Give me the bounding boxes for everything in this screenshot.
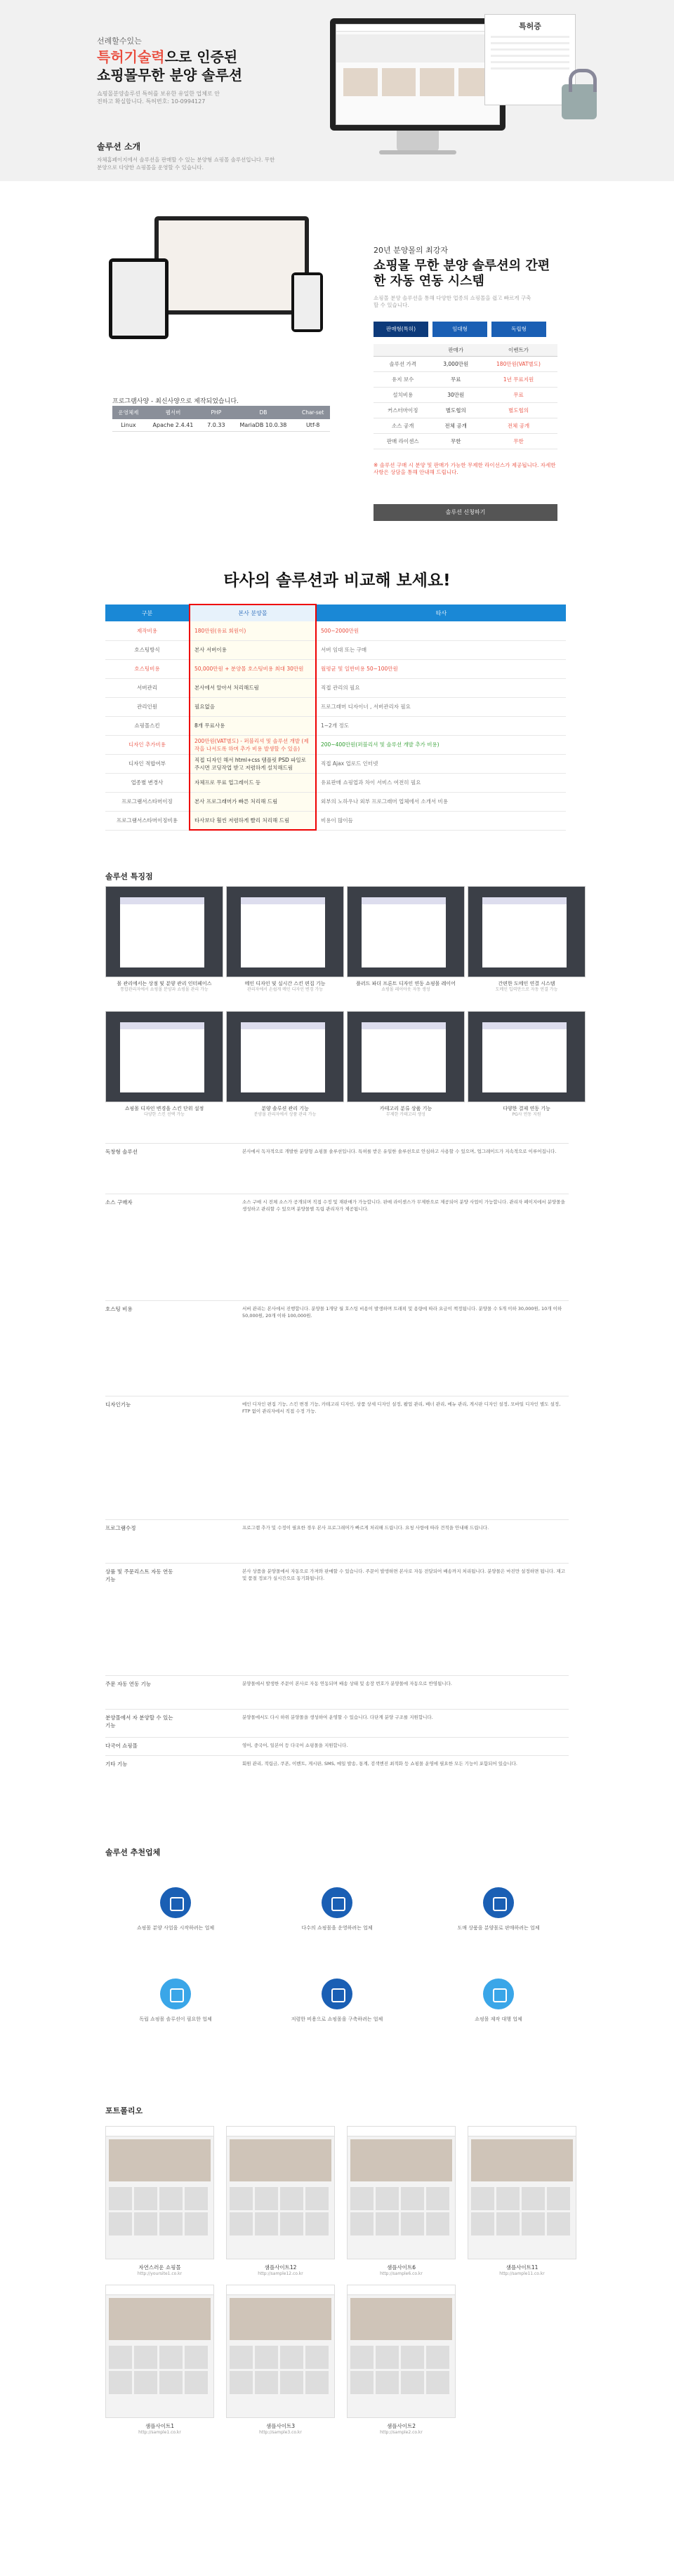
recommend-icon [160, 1979, 191, 2009]
portfolio-screenshot[interactable] [226, 2126, 335, 2259]
compare-ours: 200만원(VAT별도) - 퍼블리셔 및 솔루션 개발 (제작을 나서도록 하며 추가 비용 발생할 수 있음) [190, 735, 316, 754]
feature-key: 프로그램수정 [105, 1525, 136, 1531]
compare-row [105, 678, 566, 697]
feature-key: 호스팅 비용 [105, 1306, 133, 1312]
compare-others: 200~400만원(퍼블리셔 및 솔루션 개발 추가 비용) [316, 735, 566, 754]
feature-value: 본사 상품을 분양몰에서 자동으로 가져와 판매할 수 있습니다. 주문이 발생하면 본사로 자동 전달되어 배송까지 처리됩니다. 분양몰은 마진만 설정하면 됩니다. 재고 및 품절 정보가 실시간으로 동기화됩니다. [242, 1568, 565, 1581]
compare-others: 유료판매 쇼핑업과 차이 서비스 여전히 필요 [316, 773, 566, 792]
recommend-item [428, 1887, 569, 1931]
hero-title [97, 48, 279, 84]
price-header: 이벤트가 [480, 344, 557, 357]
compare-ours: 본사 서버이용 [190, 640, 316, 659]
compare-others: 1~2개 정도 [316, 716, 566, 735]
compare-others: 비용이 많이듬 [316, 811, 566, 830]
price-row [374, 357, 557, 372]
feature-row [105, 1519, 569, 1563]
server-spec-heading: 프로그램사양 - 최신사양으로 제작되었습니다. [112, 398, 239, 405]
feature-row [105, 1737, 569, 1755]
feature-key: 상품 및 주문리스트 자동 연동 기능 [105, 1568, 173, 1583]
price-event: 무한 [480, 434, 557, 449]
feature-row [105, 1300, 569, 1396]
intro-heading: 솔루션 소개 [97, 142, 141, 152]
recommend-text: 쇼핑몰 분양 사업을 시작하려는 업체 [136, 1925, 215, 1931]
price-row [374, 418, 557, 434]
feature-subcaption: PG사 연동 지원 [512, 1112, 541, 1117]
portfolio-url[interactable]: http://sample11.co.kr [499, 2271, 545, 2276]
hero-section [0, 0, 674, 181]
compare-row [105, 621, 566, 640]
recommend-item [267, 1979, 407, 2023]
recommend-text: 쇼핑몰 제작 대행 업체 [475, 2016, 522, 2022]
feature-screenshot [347, 886, 465, 977]
price-value: 별도협의 [432, 403, 480, 418]
feature-value: 회원 관리, 적립금, 쿠폰, 이벤트, 게시판, SMS, 메일 발송, 통계, 검색엔진 최적화 등 쇼핑몰 운영에 필요한 모든 기능이 포함되어 있습니다. [242, 1761, 517, 1766]
tablet-illustration [109, 258, 168, 339]
compare-ours: 50,000만원 + 분양몰 호스팅비용 최대 30만원 [190, 659, 316, 678]
feature-caption: 메인 디자인 및 실시간 스킨 편집 기능 [244, 981, 326, 986]
feature-value: 영어, 중국어, 일본어 등 다국어 쇼핑몰을 지원합니다. [242, 1743, 348, 1748]
feature-key: 디자인기능 [105, 1401, 131, 1408]
intro-text: 자체홈페이지에서 솔루션을 판매할 수 있는 분양형 쇼핑몰 솔루션입니다. 무한 분양으로 다양한 쇼핑몰을 운영할 수 있습니다. [97, 157, 275, 171]
portfolio-url[interactable]: http://sample6.co.kr [380, 2271, 423, 2276]
recommend-text: 도매 상품을 분양몰로 판매하려는 업체 [457, 1925, 540, 1931]
portfolio-screenshot[interactable] [347, 2126, 456, 2259]
feature-subcaption: 도메인 입력만으로 자동 연결 가능 [495, 987, 558, 992]
spec-header: PHP [201, 406, 230, 419]
feature-subcaption: 통합관리자에서 쇼핑몰 분양과 쇼핑몰 관리 가능 [120, 987, 209, 992]
price-label: 솔루션 가격 [374, 357, 432, 372]
compare-row [105, 735, 566, 754]
compare-row [105, 773, 566, 792]
feature-row [105, 1396, 569, 1519]
feature-caption: 쇼핑몰 디자인 변경을 스킨 단위 설정 [124, 1106, 204, 1111]
compare-key: 쇼핑몰스킨 [105, 716, 190, 735]
recommend-item [267, 1887, 407, 1931]
feature-thumb [347, 1011, 465, 1118]
feature-key: 독창형 솔루션 [105, 1149, 138, 1155]
monitor-base [379, 150, 456, 154]
price-event: 전체 공개 [480, 418, 557, 434]
compare-others: 서버 임대 또는 구매 [316, 640, 566, 659]
compare-key: 디자인 추가비용 [105, 735, 190, 754]
price-label: 유지 보수 [374, 372, 432, 388]
compare-key: 호스팅비용 [105, 659, 190, 678]
feature-value: 분양몰에서도 다시 하위 분양몰을 생성하여 운영할 수 있습니다. 다단계 분양 구조를 지원합니다. [242, 1715, 433, 1720]
price-event: 1년 무료지원 [480, 372, 557, 388]
feature-thumb [468, 1011, 586, 1118]
feature-value: 본사에서 독자적으로 개발한 분양형 쇼핑몰 솔루션입니다. 특허를 받은 유일한 솔루션으로 안심하고 사용할 수 있으며, 업그레이드가 지속적으로 이루어집니다. [242, 1149, 557, 1154]
recommend-text: 저렴한 비용으로 쇼핑몰을 구축하려는 업체 [291, 2016, 383, 2022]
price-header [374, 344, 432, 357]
compare-row [105, 659, 566, 678]
feature-row [105, 1194, 569, 1300]
feature-screenshot [226, 886, 344, 977]
features-heading: 솔루션 특징점 [105, 872, 153, 881]
feature-caption: 플러드 파더 프론트 디자인 연동 쇼핑몰 레이어 [356, 981, 456, 986]
feature-subcaption: 분양몰 관리자에서 상품 관리 가능 [253, 1112, 317, 1117]
portfolio-item[interactable] [105, 2285, 214, 2435]
solution-desc: 쇼핑몰 분양 솔루션을 통해 다양한 업종의 쇼핑몰을 쉽고 빠르게 구축할 수 있습니다. [374, 295, 531, 308]
feature-thumb [105, 886, 223, 993]
price-header: 판매가 [432, 344, 480, 357]
portfolio-name: 샘플사이트11 [505, 2264, 538, 2271]
plan-tabs [374, 322, 546, 337]
compare-ours: 직접 디자인 해서 html+css 템플릿 PSD 파일로 주시면 코딩작업 받고 저렴하게 설치해드림 [190, 754, 316, 773]
recommend-item [428, 1979, 569, 2023]
compare-others: 외부의 노하우나 외부 프로그래머 업체에서 소개서 비용 [316, 792, 566, 811]
hero-title-line1: 으로 인증된 [164, 48, 238, 65]
desktop-illustration [154, 216, 309, 315]
hero-title-accent: 특허기술력 [97, 48, 165, 65]
portfolio-url[interactable]: http://sample3.co.kr [259, 2430, 302, 2435]
compare-row [105, 640, 566, 659]
price-label: 커스터마이징 [374, 403, 432, 418]
compare-header: 구분 [105, 605, 190, 621]
hero-note: 쇼핑몰분양솔루션 특허를 보유한 유일한 업체로 안전하고 확실합니다. 특허번호: 10-0994127 [97, 91, 220, 105]
feature-subcaption: 무제한 카테고리 생성 [386, 1112, 425, 1117]
feature-key: 소스 구매자 [105, 1199, 133, 1206]
recommend-heading: 솔루션 추천업체 [105, 1848, 161, 1857]
feature-subcaption: 관리자에서 손쉽게 메인 디자인 변경 가능 [246, 987, 324, 992]
portfolio-url[interactable]: http://sample12.co.kr [258, 2271, 303, 2276]
price-row [374, 372, 557, 388]
price-value: 무한 [432, 434, 480, 449]
price-row [374, 403, 557, 418]
portfolio-item[interactable] [347, 2126, 456, 2276]
feature-row [105, 1563, 569, 1675]
compare-ours: 타사보다 훨씬 저렴하게 빨리 처리해 드림 [190, 811, 316, 830]
compare-key: 호스팅방식 [105, 640, 190, 659]
spec-cell: 7.0.33 [201, 419, 230, 432]
recommend-icon [483, 1887, 514, 1918]
compare-others: 프로그래머 디자이너 , 서버관리자 필요 [316, 697, 566, 716]
compare-key: 서버관리 [105, 678, 190, 697]
portfolio-item[interactable] [468, 2126, 576, 2276]
compare-others: 직접 관리의 필요 [316, 678, 566, 697]
feature-thumb [105, 1011, 223, 1118]
features-section [0, 862, 674, 1838]
spec-header: DB [231, 406, 296, 419]
compare-ours: 필요없음 [190, 697, 316, 716]
price-label: 소스 공개 [374, 418, 432, 434]
portfolio-name: 자연스러운 쇼핑몰 [138, 2264, 181, 2271]
compare-title: 타사의 솔루션과 비교해 보세요! [223, 572, 451, 590]
price-value: 전체 공개 [432, 418, 480, 434]
portfolio-name: 샘플사이트12 [264, 2264, 297, 2271]
spec-cell: Linux [112, 419, 145, 432]
portfolio-item[interactable] [347, 2285, 456, 2435]
feature-key: 기타 기능 [105, 1761, 128, 1767]
price-value: 3,000만원 [432, 357, 480, 372]
portfolio-url[interactable]: http://sample1.co.kr [138, 2430, 181, 2435]
compare-key: 제작비용 [105, 621, 190, 640]
portfolio-item[interactable] [226, 2285, 335, 2435]
portfolio-screenshot[interactable] [105, 2126, 214, 2259]
portfolio-section [0, 2105, 674, 2576]
solution-subtitle: 20년 분양몰의 최강자 [374, 246, 448, 255]
portfolio-item[interactable] [105, 2126, 214, 2276]
monitor-illustration [330, 18, 505, 131]
feature-value: 소스 구매 시 전체 소스가 공개되며 직접 수정 및 재판매가 가능합니다. 판매 라이센스가 무제한으로 제공되어 분양 사업이 가능합니다. 관리자 페이지에서 분양몰을 생성하고 관리할 수 있으며 분양몰별 독립 관리자가 제공됩니다. [242, 1199, 565, 1212]
feature-row [105, 1755, 569, 1796]
price-label: 설치비용 [374, 388, 432, 403]
spec-cell: Apache 2.4.41 [145, 419, 201, 432]
spec-header: Char-set [296, 406, 330, 419]
tab-plan-rent[interactable]: 임대형 [432, 322, 487, 337]
price-note: ※ 솔루션 구매 시 분양 및 판매가 가능한 무제한 라이선스가 제공됩니다. 자세한 사항은 상담을 통해 안내해 드립니다. [374, 462, 556, 475]
portfolio-screenshot[interactable] [347, 2285, 456, 2418]
compare-row [105, 754, 566, 773]
hero-title-line2: 쇼핑몰무한 분양 솔루션 [97, 67, 243, 84]
feature-caption: 분양 솔루션 관리 기능 [261, 1106, 309, 1111]
price-table [374, 344, 557, 449]
portfolio-item[interactable] [226, 2126, 335, 2276]
feature-screenshot [468, 886, 586, 977]
feature-value: 분양몰에서 발생한 주문이 본사로 자동 연동되며 배송 상태 및 송장 번호가 분양몰에 자동으로 반영됩니다. [242, 1681, 452, 1686]
recommend-item [105, 1887, 246, 1931]
compare-ours: 180만원(유료 회원이) [190, 621, 316, 640]
compare-header: 타사 [316, 605, 566, 621]
feature-thumb [468, 886, 586, 993]
compare-row [105, 697, 566, 716]
portfolio-name: 샘플사이트6 [387, 2264, 416, 2271]
price-row [374, 388, 557, 403]
compare-key: 업종별 변경사 [105, 773, 190, 792]
feature-screenshot [468, 1011, 586, 1102]
spec-header: 웹서버 [145, 406, 201, 419]
feature-row [105, 1709, 569, 1737]
phone-illustration [291, 272, 323, 332]
recommend-icon [483, 1979, 514, 2009]
recommend-text: 독립 쇼핑몰 솔루션이 필요한 업체 [139, 2016, 212, 2022]
portfolio-screenshot[interactable] [105, 2285, 214, 2418]
feature-value: 서버 관리는 본사에서 진행합니다. 분양몰 1개당 월 호스팅 비용이 발생하며 트래픽 및 용량에 따라 요금이 책정됩니다. 분양몰 수 5개 이하 30,000원, 10개 이하 50,000원, 20개 이하 100,000원. [242, 1306, 562, 1319]
feature-thumb [226, 886, 344, 993]
lock-icon [562, 84, 597, 119]
feature-caption: 간편한 도메인 연결 시스템 [498, 981, 555, 986]
apply-solution-button[interactable]: 솔루션 신청하기 [374, 504, 557, 521]
tab-plan-sale[interactable]: 판매형(특허) [374, 322, 428, 337]
portfolio-name: 샘플사이트1 [145, 2423, 174, 2429]
price-event: 무료 [480, 388, 557, 403]
price-label: 판매 라이센스 [374, 434, 432, 449]
feature-row [105, 1675, 569, 1709]
portfolio-url[interactable]: http://yoursite1.co.kr [137, 2271, 183, 2276]
portfolio-screenshot[interactable] [468, 2126, 576, 2259]
compare-others: 500~2000만원 [316, 621, 566, 640]
price-event: 별도협의 [480, 403, 557, 418]
feature-subcaption: 다양한 스킨 선택 가능 [144, 1112, 185, 1117]
feature-key: 다국어 쇼핑몰 [105, 1743, 138, 1749]
compare-section [0, 546, 674, 862]
feature-value: 메인 디자인 편집 기능, 스킨 변경 기능, 카테고리 디자인, 상품 상세 디자인 설정, 팝업 관리, 배너 관리, 메뉴 관리, 게시판 디자인 설정, 모바일 디자인 별도 설정, FTP 없이 관리자에서 직접 수정 가능. [242, 1401, 561, 1414]
feature-thumb [226, 1011, 344, 1118]
feature-caption: 다양한 결제 연동 기능 [503, 1106, 550, 1111]
spec-cell: MariaDB 10.0.38 [231, 419, 296, 432]
feature-screenshot [347, 1011, 465, 1102]
compare-row [105, 716, 566, 735]
compare-others: 월평균 및 일반비용 50~100만원 [316, 659, 566, 678]
portfolio-url[interactable]: http://sample2.co.kr [380, 2430, 423, 2435]
compare-key: 디자인 적합여부 [105, 754, 190, 773]
price-event: 180만원(VAT별도) [480, 357, 557, 372]
recommend-icon [322, 1887, 352, 1918]
patent-title: 특허증 [519, 22, 541, 31]
compare-key: 관리인원 [105, 697, 190, 716]
recommend-text: 다수의 쇼핑몰을 운영하려는 업체 [301, 1925, 373, 1931]
portfolio-heading: 포트폴리오 [105, 2106, 143, 2115]
solution-section [0, 181, 674, 546]
price-row [374, 434, 557, 449]
feature-screenshot [105, 1011, 223, 1102]
feature-screenshot [105, 886, 223, 977]
compare-key: 프로그램서스타머이징비용 [105, 811, 190, 830]
price-value: 무료 [432, 372, 480, 388]
compare-others: 직접 Ajax 업로드 인터넷 [316, 754, 566, 773]
feature-subcaption: 쇼핑몰 레이아웃 자동 생성 [381, 987, 430, 992]
feature-key: 분양몰에서 자 분양할 수 있는 기능 [105, 1715, 173, 1729]
monitor-stand [397, 131, 439, 152]
recommend-icon [322, 1979, 352, 2009]
compare-header: 본사 분양몰 [190, 605, 316, 621]
compare-row [105, 792, 566, 811]
hero-subtitle: 선례할수있는 [97, 37, 142, 46]
solution-title: 쇼핑몰 무한 분양 솔루션의 간편한 자동 연동 시스템 [374, 258, 550, 289]
recommend-item [105, 1979, 246, 2023]
tab-plan-independent[interactable]: 독립형 [491, 322, 546, 337]
feature-thumb [347, 886, 465, 993]
compare-ours: 8개 무료사용 [190, 716, 316, 735]
spec-cell: Utf-8 [296, 419, 330, 432]
feature-caption: 카테고리 분류 상품 기능 [379, 1106, 432, 1111]
compare-row [105, 811, 566, 830]
recommend-section [0, 1838, 674, 2105]
compare-ours: 본사에서 알아서 처리해드림 [190, 678, 316, 697]
feature-caption: 몰 관리에서는 상점 및 분양 관리 인터페이스 [117, 981, 212, 986]
compare-ours: 자체프로 무료 업그레이드 등 [190, 773, 316, 792]
feature-row [105, 1143, 569, 1194]
feature-value: 프로그램 추가 및 수정이 필요한 경우 본사 프로그래머가 빠르게 처리해 드립니다. 요청 사항에 따라 견적을 안내해 드립니다. [242, 1525, 489, 1531]
price-value: 30만원 [432, 388, 480, 403]
feature-key: 주문 자동 연동 기능 [105, 1681, 152, 1687]
portfolio-screenshot[interactable] [226, 2285, 335, 2418]
compare-ours: 본사 프로그래머가 빠른 처리해 드림 [190, 792, 316, 811]
compare-key: 프로그램서스타머이징 [105, 792, 190, 811]
spec-header: 운영체제 [112, 406, 145, 419]
server-spec-table [112, 406, 330, 432]
portfolio-name: 샘플사이트3 [266, 2423, 295, 2429]
portfolio-name: 샘플사이트2 [387, 2423, 416, 2429]
compare-table [105, 604, 566, 831]
recommend-icon [160, 1887, 191, 1918]
feature-screenshot [226, 1011, 344, 1102]
